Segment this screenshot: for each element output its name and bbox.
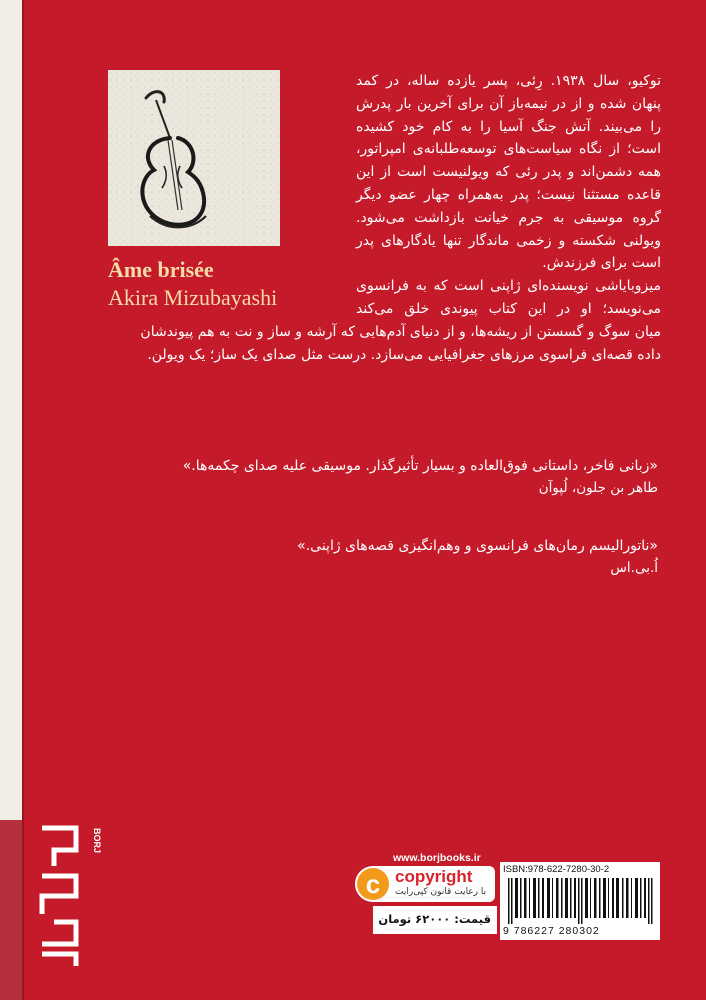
price-box xyxy=(373,906,497,934)
copyright-note: با رعایت قانون کپی‌رایت xyxy=(395,887,487,897)
svg-text:BORJ: BORJ xyxy=(92,828,102,854)
description-line: میان سوگ و گسستن از ریشه‌ها، و از دنیای آدم‌هایی که آرشه و ساز و نت به هم پیوندشان xyxy=(140,323,661,340)
review-quote xyxy=(183,458,658,496)
quote-text: «ناتورالیسم رمان‌های فرانسوی و وهم‌انگیزی قصه‌های ژاپنی.» xyxy=(297,538,658,554)
copyright-icon: c xyxy=(357,868,389,900)
copyright-badge xyxy=(355,866,495,902)
book-author-french: Akira Mizubayashi xyxy=(108,285,278,310)
spine-edge-line xyxy=(22,0,24,1000)
quote-source: اُ.بی.اس xyxy=(610,560,658,576)
copyright-word: copyright xyxy=(395,867,473,886)
description-line: گروه موسیقی به جرم خیانت بازداشت می‌شود. xyxy=(356,209,661,226)
publisher-website[interactable]: www.borjbooks.ir xyxy=(393,852,481,864)
quote-source: طاهر بن جلون، لُپوآن xyxy=(538,480,658,496)
spine-accent-strip xyxy=(0,820,24,1000)
description-line: ویولنی شکسته و زخمی ماندگار تنها یادگارهای پدر xyxy=(356,232,661,249)
description-line: میزوبایاشی نویسنده‌ای ژاپنی است که به فرانسوی xyxy=(356,278,661,295)
publisher-logo xyxy=(36,822,102,970)
description-line: است؛ از نگاه سیاست‌های توسعه‌طلبانه‌ی امپراتور، xyxy=(356,141,661,158)
barcode-panel xyxy=(500,862,660,940)
description-line: داده قصه‌ای فراسوی مرزهای جغرافیایی می‌سازد. درست مثل صدای یک ساز؛ یک ویولن. xyxy=(147,346,661,363)
description-line: پنهان شده و از در نیمه‌باز آن برای آخرین بار پدرش xyxy=(356,95,661,112)
description-line: قاعده مستثنا نیست؛ پدر به‌همراه چهار عضو دیگر xyxy=(356,186,661,203)
description-line: توکیو، سال ۱۹۳۸. رِئی، پسر یازده ساله، در کمد xyxy=(356,73,661,89)
description-line: می‌نویسد؛ او در این کتاب پیوندی خلق می‌کند xyxy=(356,300,661,317)
review-quote xyxy=(297,538,658,576)
description-line: همه دشمن‌اند و پدر رئی که ویولنیست است از این xyxy=(356,164,661,181)
book-title-french: Âme brisée xyxy=(108,257,214,282)
description-line: است برای فرزندش. xyxy=(542,255,661,272)
borj-logo-icon xyxy=(36,822,102,970)
book-description xyxy=(140,70,661,366)
price-label: قیمت: ۶۲۰۰۰ تومان xyxy=(378,912,491,926)
barcode-icon xyxy=(506,878,654,924)
description-line: را می‌بیند. آتش جنگ آسیا را به کام خود کشیده xyxy=(356,118,661,135)
quote-text: «زبانی فاخر، داستانی فوق‌العاده و بسیار تأثیرگذار. موسیقی علیه صدای چکمه‌ها.» xyxy=(182,458,658,474)
isbn-label: ISBN:978-622-7280-30-2 xyxy=(503,864,610,875)
barcode-digits: 9 786227 280302 xyxy=(503,925,600,937)
